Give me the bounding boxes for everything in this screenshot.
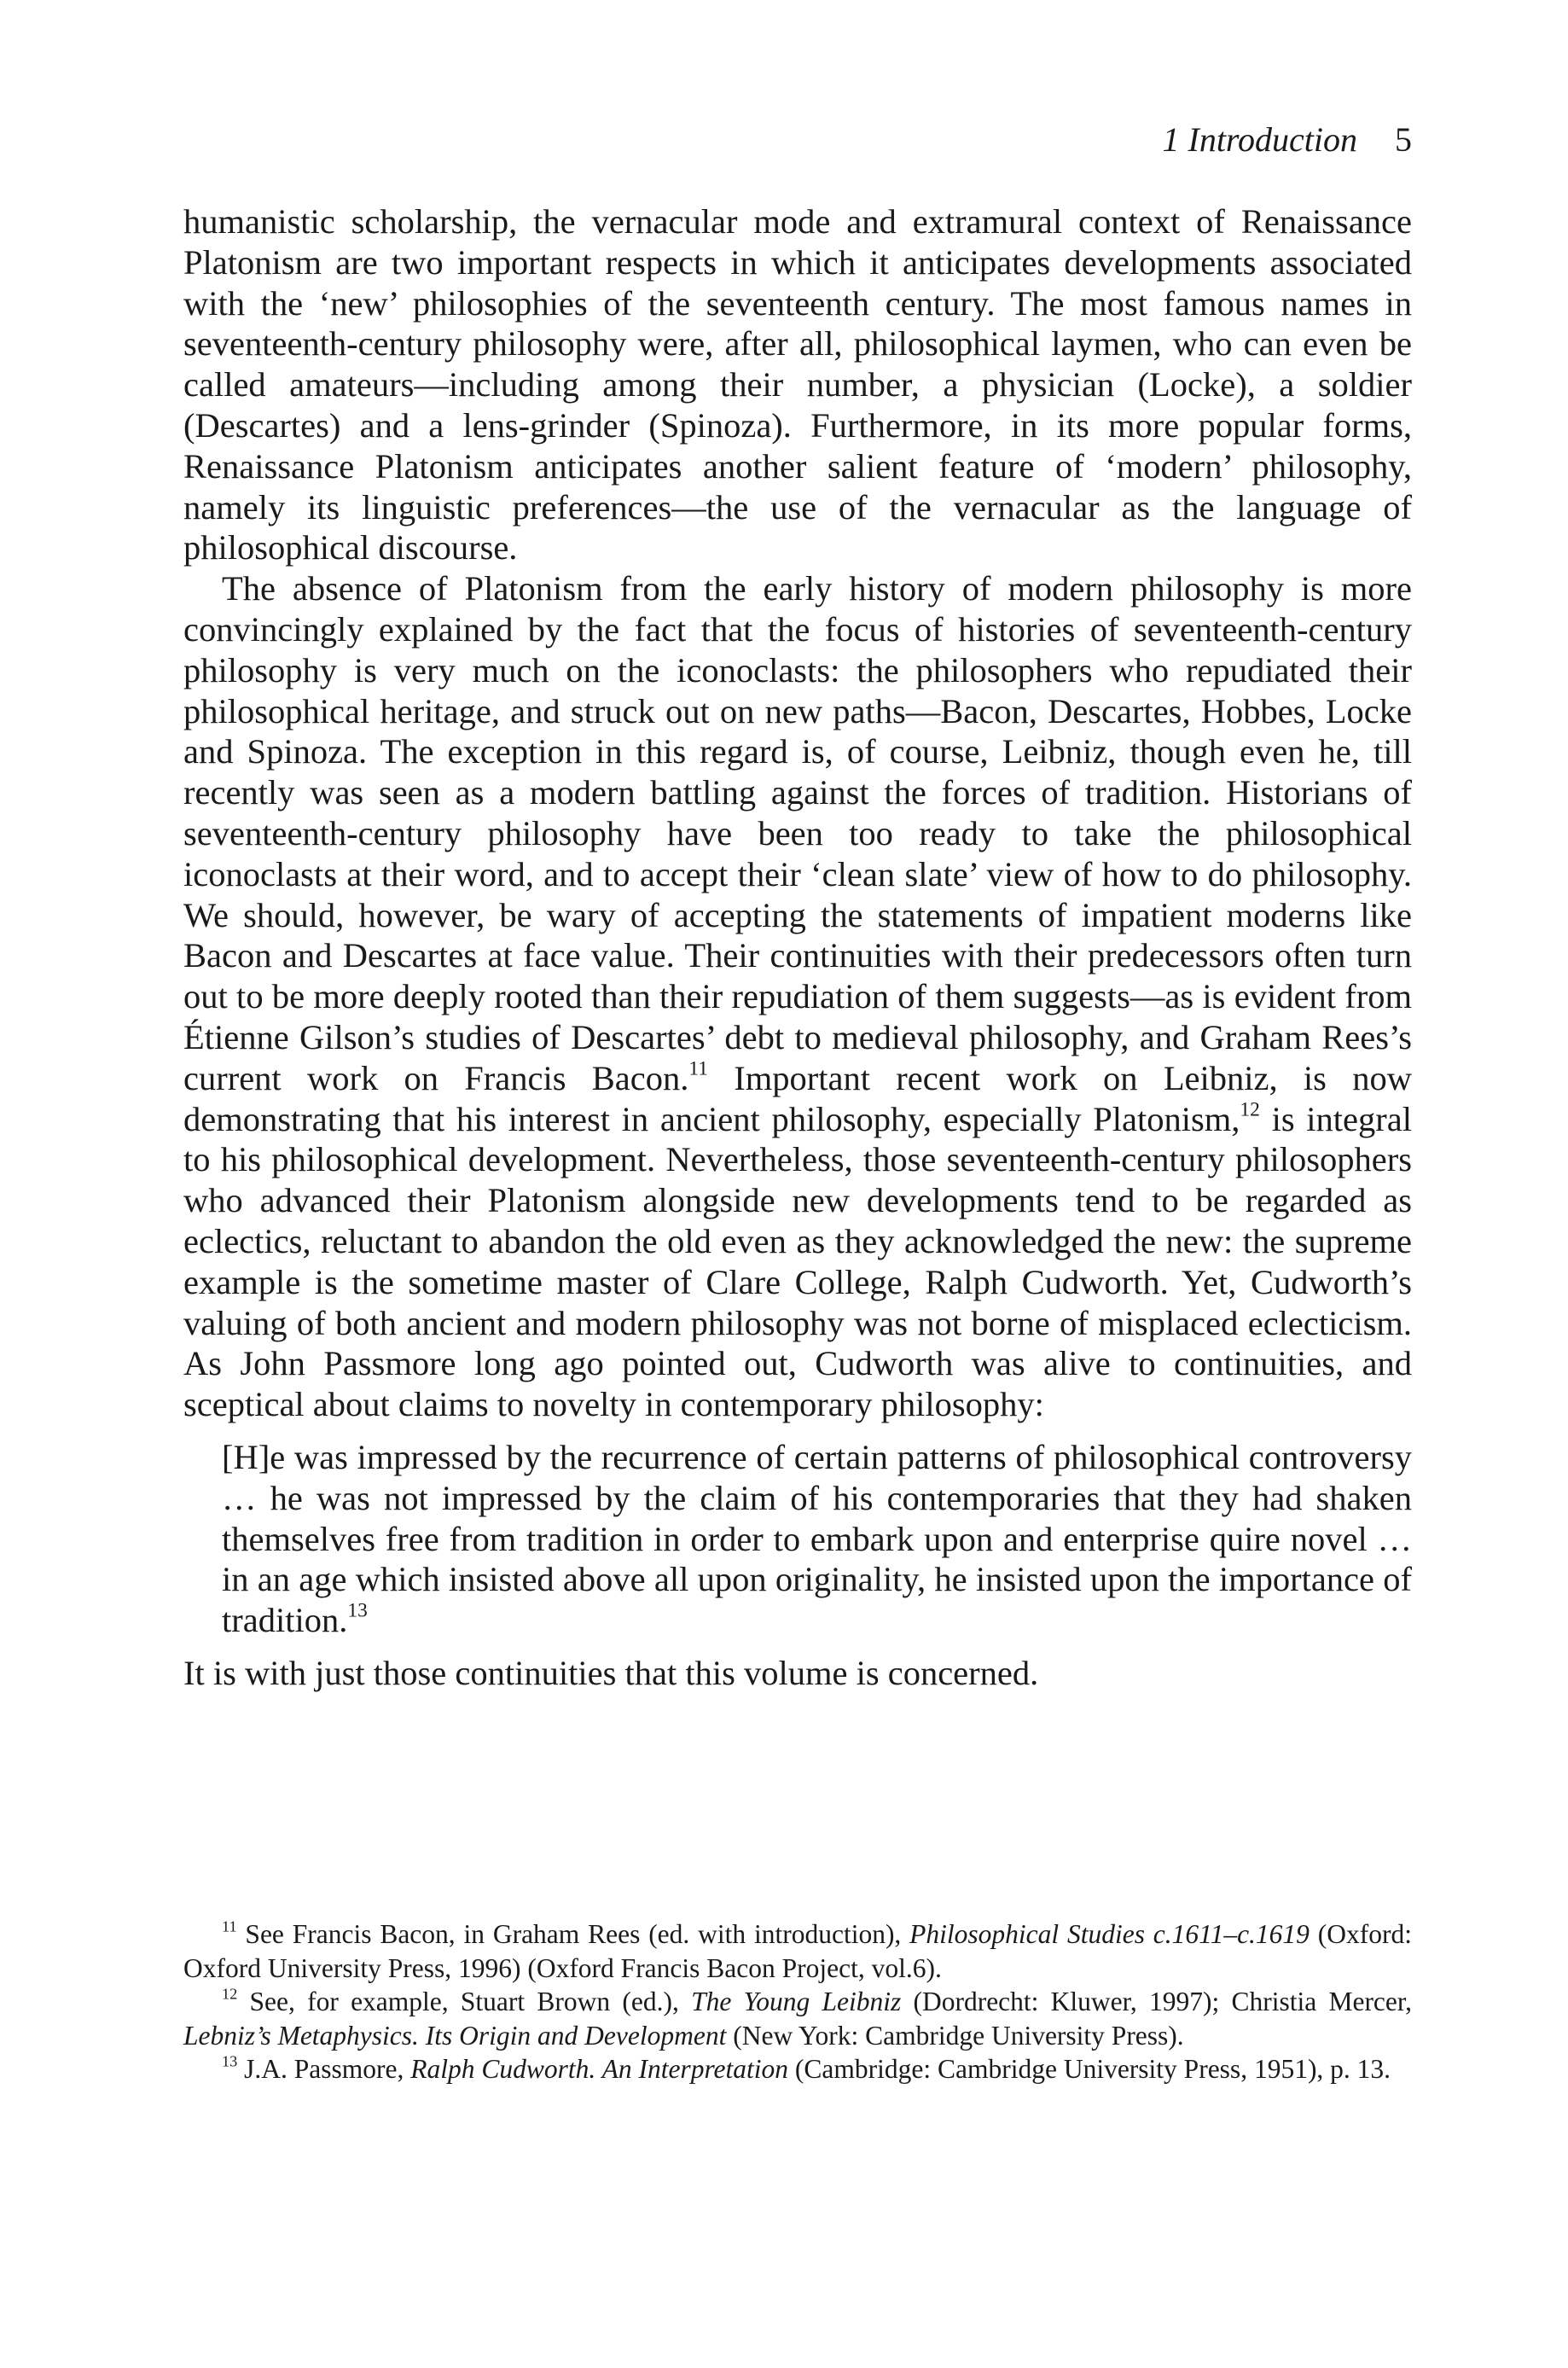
block-quote <box>222 1437 1412 1641</box>
footnote-12-title-b: Lebniz’s Metaphysics. Its Origin and Development <box>183 2020 727 2051</box>
paragraph-3: It is with just those continuities that this volume is concerned. <box>183 1653 1039 1692</box>
footnote-11-number: 11 <box>222 1917 237 1935</box>
running-head <box>1163 116 1413 164</box>
paragraph-1: humanistic scholarship, the vernacular mode and extramural context of Renaissance Platonism are two important respects in which it anticipates developments associated with the ‘new’ philosophies of the seventeenth century. The most famous names in seventeenth-century philosophy were, after all, philosophical laymen, who can even be called amateurs—including among their number, a physician (Locke), a soldier (Descartes) and a lens-grinder (Spinoza). Furthermore, in its more popular forms, Renaissance Platonism anticipates another salient feature of ‘modern’ philosophy, namely its linguistic preferences—the use of the vernacular as the language of philosophical discourse. <box>183 202 1412 567</box>
footnote-13-text-b: (Cambridge: Cambridge University Press, 1951), p. 13. <box>788 2054 1391 2084</box>
footnote-13 <box>183 2052 1412 2086</box>
footnote-13-title: Ralph Cudworth. An Interpretation <box>410 2054 789 2084</box>
footnote-11-title: Philosophical Studies c.1611–c.1619 <box>909 1919 1310 1949</box>
footnote-12-text-a: See, for example, Stuart Brown (ed.), <box>237 1987 692 2016</box>
footnote-11-text-b: (Oxford: Oxford University Press, 1996) (Oxford Francis Bacon Project, vol.6). <box>183 1919 1412 1983</box>
page-number: 5 <box>1395 120 1412 159</box>
paragraph-2-text-a: The absence of Platonism from the early history of modern philosophy is more convincingly explained by the fact that the focus of histories of seventeenth-century philosophy is very much on the iconoclasts: the philosophers who repudiated their philosophical heritage, and struck out on new paths—Bacon, Descartes, Hobbes, Locke and Spinoza. The exception in this regard is, of course, Leibniz, though even he, till recently was seen as a modern battling against the forces of tradition. Historians of seventeenth-century philosophy have been too ready to take the philosophical iconoclasts at their word, and to accept their ‘clean slate’ view of how to do philosophy. We should, however, be wary of accepting the statements of impatient moderns like Bacon and Descartes at face value. Their continuities with their predecessors often turn out to be more deeply rooted than their repudiation of them suggests—as is evident from Étienne Gilson’s studies of Descartes’ debt to medieval philosophy, and Graham Rees’s current work on Francis Bacon. <box>183 569 1412 1097</box>
footnote-ref-11: 11 <box>688 1057 709 1080</box>
footnote-12-text-c: (New York: Cambridge University Press). <box>726 2020 1184 2051</box>
footnote-ref-13: 13 <box>347 1599 368 1622</box>
footnote-11 <box>183 1917 1412 1985</box>
footnote-13-number: 13 <box>222 2052 238 2070</box>
book-page <box>183 0 1412 2368</box>
main-text <box>183 201 1412 1694</box>
footnote-12-text-b: (Dordrecht: Kluwer, 1997); Christia Mercer, <box>901 1987 1412 2016</box>
footnote-12-number: 12 <box>222 1985 238 2003</box>
paragraph-2-text-b: Important recent work on Leibniz, is now demonstrating that his interest in ancient philosophy, especially Platonism, <box>183 1058 1412 1138</box>
footnotes <box>183 1917 1412 2086</box>
paragraph-2-text-c: is integral to his philosophical development. Nevertheless, those seventeenth-century philosophers who advanced their Platonism alongside new developments tend to be regarded as eclectics, reluctant to abandon the old even as they acknowledged the new: the supreme example is the sometime master of Clare College, Ralph Cudworth. Yet, Cudworth’s valuing of both ancient and modern philosophy was not borne of misplaced eclecticism. As John Passmore long ago pointed out, Cudworth was alive to continuities, and sceptical about claims to novelty in contemporary philosophy: <box>183 1099 1412 1424</box>
footnote-12-title-a: The Young Leibniz <box>691 1987 902 2016</box>
paragraph-2 <box>183 568 1412 1425</box>
footnote-13-text-a: J.A. Passmore, <box>237 2054 411 2084</box>
footnote-12 <box>183 1985 1412 2052</box>
block-quote-text: [H]e was impressed by the recurrence of certain patterns of philosophical controversy … he was not impressed by the claim of his contemporaries that they had shaken themselves free from tradition in order to embark upon and enterprise quire novel … in an age which insisted above all upon originality, he insisted upon the importance of tradition. <box>222 1437 1412 1640</box>
section-title: 1 Introduction <box>1162 120 1357 159</box>
footnote-11-text-a: See Francis Bacon, in Graham Rees (ed. with introduction), <box>236 1919 910 1949</box>
footnote-ref-12: 12 <box>1240 1097 1260 1120</box>
